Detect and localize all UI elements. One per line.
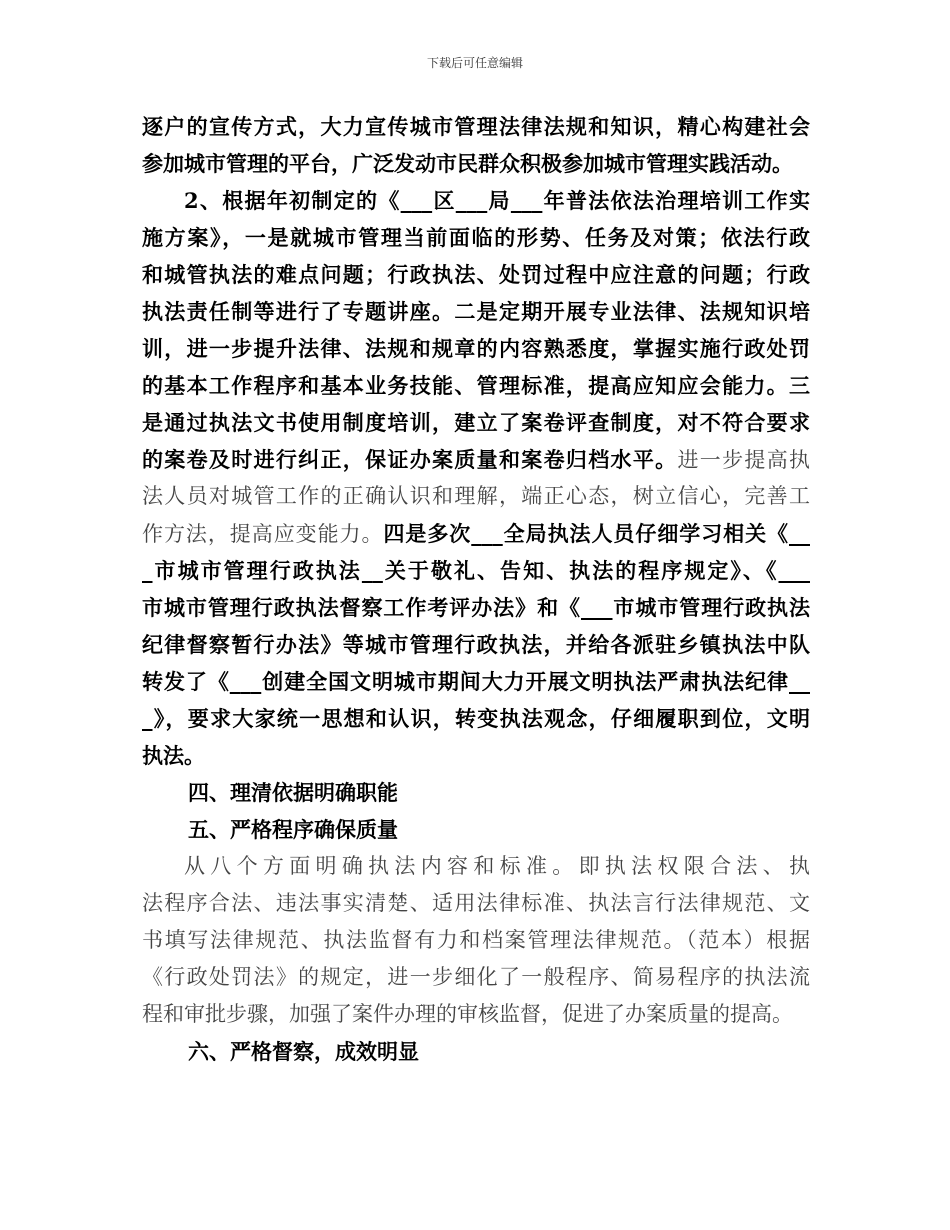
- text-line: 和城管执法的难点问题；行政执法、处罚过程中应注意的问题；行政: [142, 262, 810, 287]
- text-line: 法人员对城管工作的正确认识和理解，端正心态，树立信心，完善工: [142, 484, 810, 508]
- text-line: [142, 515, 810, 552]
- text-run: 的案卷及时进行纠正，保证办案质量和案卷归档水平。: [142, 447, 678, 472]
- text-line: 2、根据年初制定的《___区___局___年普法依法治理培训工作实: [184, 188, 810, 213]
- text-run: 四是多次___全局执法人员仔细学习相关《__: [383, 521, 810, 546]
- text-line: 《行政处罚法》的规定，进一步细化了一般程序、简易程序的执法流: [142, 965, 810, 989]
- text-line: 市城市管理行政执法督察工作考评办法》和《___市城市管理行政执法: [142, 595, 810, 620]
- text-line: 训，进一步提升法律、法规和规章的内容熟悉度，掌握实施行政处罚: [142, 336, 810, 361]
- section-heading: 五、严格程序确保质量: [188, 817, 398, 842]
- text-line: 是通过执法文书使用制度培训，建立了案卷评查制度，对不符合要求: [142, 410, 810, 435]
- document-body: [142, 108, 810, 1070]
- text-line: 逐户的宣传方式，大力宣传城市管理法律法规和知识，精心构建社会: [142, 114, 810, 139]
- text-line: 施方案》，一是就城市管理当前面临的形势、任务及对策；依法行政: [142, 225, 810, 250]
- text-run: 作方法，提高应变能力。: [142, 522, 384, 546]
- text-line: 法程序合法、违法事实清楚、适用法律标准、执法言行法律规范、文: [142, 891, 810, 915]
- text-line: _市城市管理行政执法__关于敬礼、告知、执法的程序规定》、《___: [142, 558, 810, 583]
- text-run: 进一步提高执: [677, 448, 810, 472]
- section-heading: 六、严格督察，成效明显: [188, 1039, 419, 1064]
- page-header: 下载后可任意编辑: [426, 56, 523, 70]
- text-line: _》，要求大家统一思想和认识，转变执法观念，仔细履职到位，文明: [142, 706, 810, 731]
- text-line: 参加城市管理的平台，广泛发动市民群众积极参加城市管理实践活动。: [142, 151, 793, 176]
- text-line: 程和审批步骤，加强了案件办理的审核监督，促进了办案质量的提高。: [142, 1002, 793, 1026]
- text-line: 转发了《___创建全国文明城市期间大力开展文明执法严肃执法纪律__: [142, 669, 810, 694]
- text-line: 书填写法律规范、执法监督有力和档案管理法律规范。（范本）根据: [142, 928, 810, 952]
- text-line: 的基本工作程序和基本业务技能、管理标准，提高应知应会能力。三: [142, 373, 810, 398]
- text-line: 执法责任制等进行了专题讲座。二是定期开展专业法律、法规知识培: [142, 299, 810, 324]
- text-line: 纪律督察暂行办法》等城市管理行政执法，并给各派驻乡镇执法中队: [142, 632, 810, 657]
- section-heading: 四、理清依据明确职能: [188, 780, 398, 805]
- text-line: 执法。: [142, 743, 205, 768]
- text-line: 从八个方面明确执法内容和标准。即执法权限合法、执: [184, 854, 810, 878]
- text-line: [142, 441, 810, 478]
